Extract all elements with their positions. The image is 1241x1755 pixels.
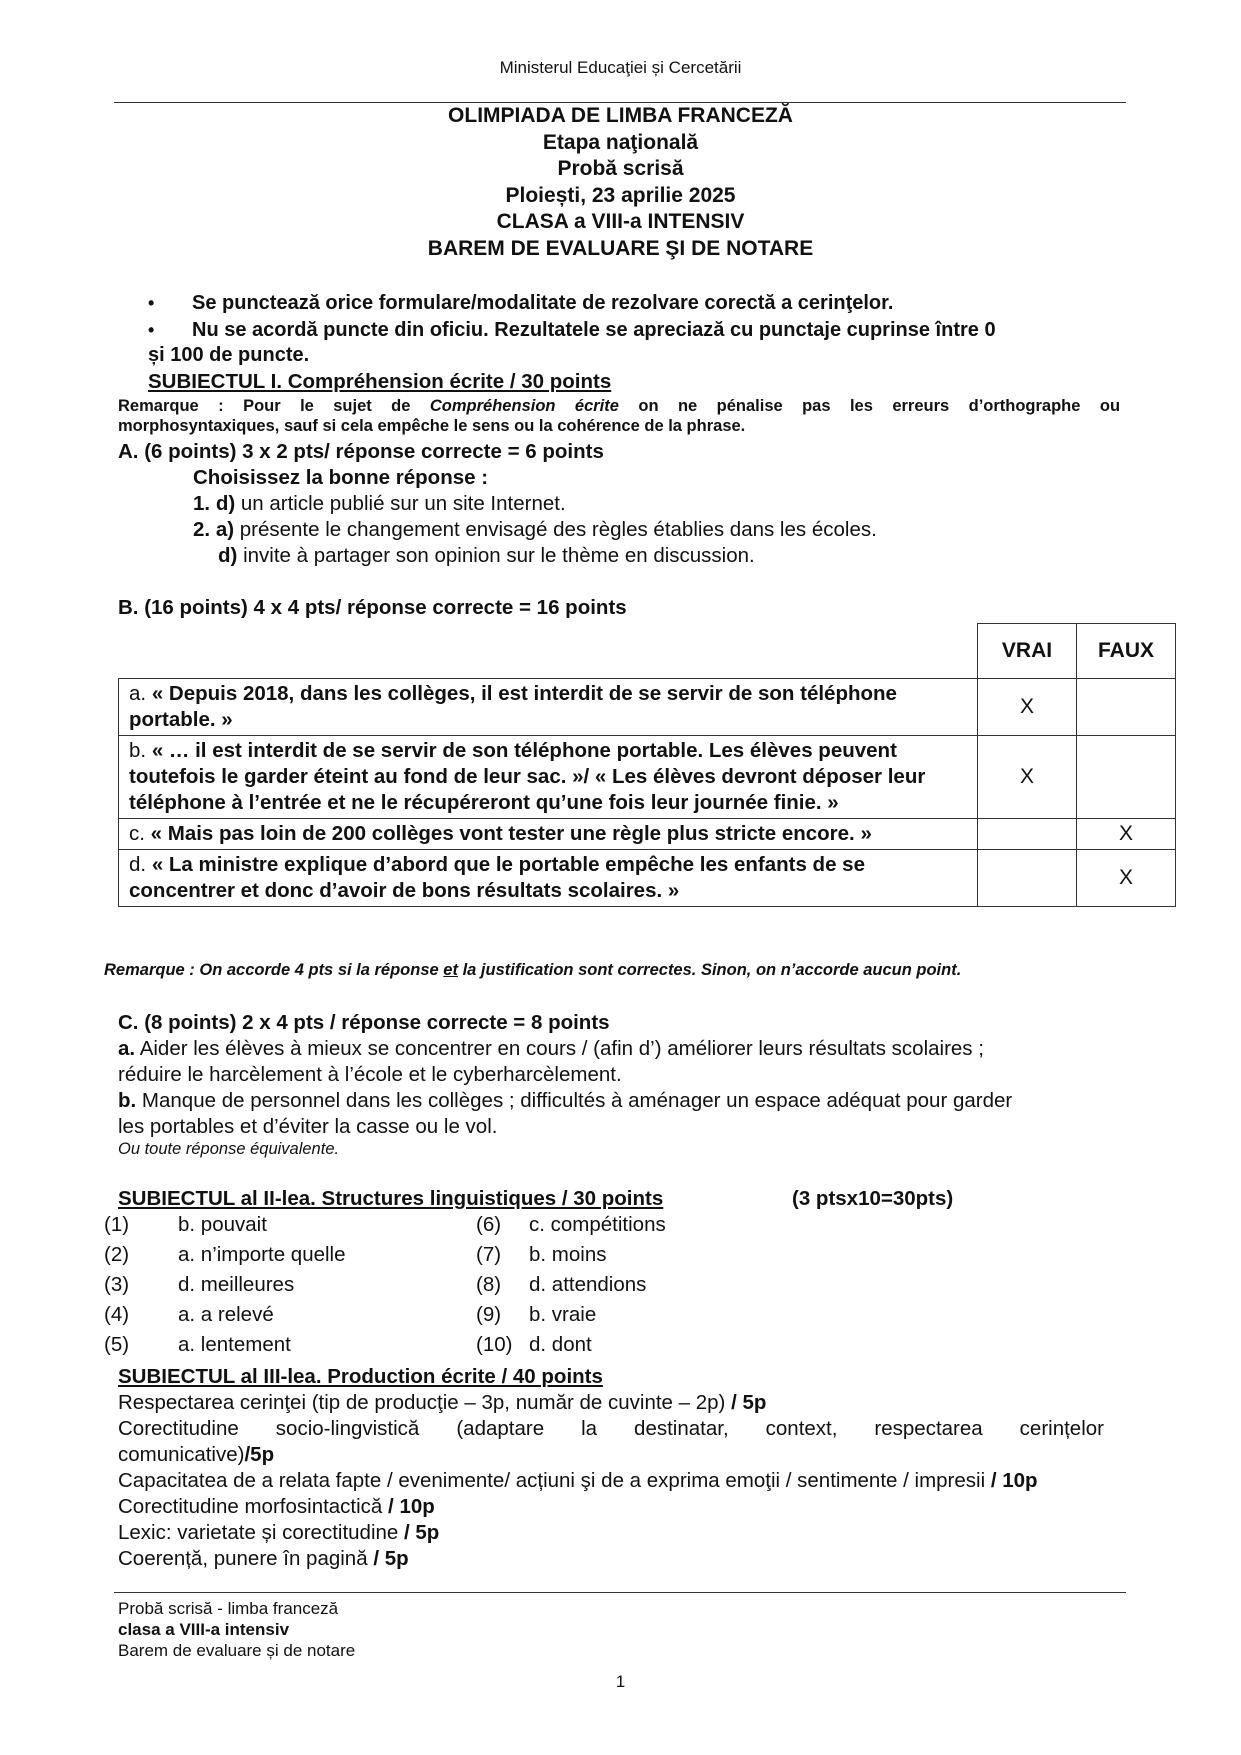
answer-number: (4) — [104, 1303, 130, 1326]
row-justification: « … il est interdit de se servir de son téléphone portable. Les élèves peuvent toutefois le garder éteint au fond de leur sac. »/ « Les élèves devront déposer leur téléphone à l’entrée et ne le récupéreront qu’une fois leur journée finie. » — [129, 739, 926, 814]
faux-cell — [1077, 736, 1176, 819]
answer-number: 1. — [193, 492, 211, 515]
footer-rule — [114, 1592, 1126, 1593]
partC-answer-b-cont: les portables et d’éviter la casse ou le vol. — [118, 1115, 498, 1138]
criterion-text: comunicative) — [118, 1443, 245, 1466]
criterion — [118, 1520, 439, 1546]
criterion — [118, 1546, 409, 1572]
row-justification: « Depuis 2018, dans les collèges, il est interdit de se servir de son téléphone portable. » — [129, 682, 897, 731]
answer-letter: d) — [218, 544, 238, 567]
subject1-title: SUBIECTUL I. Compréhension écrite / 30 points — [148, 370, 612, 393]
criterion — [118, 1390, 766, 1416]
answer-number: (10) — [476, 1333, 513, 1356]
footer-line: Probă scrisă - limba franceză — [118, 1599, 339, 1618]
answer-text: a. a relevé — [178, 1303, 274, 1326]
partA-instruction: Choisissez la bonne réponse : — [193, 466, 489, 489]
answer-text: invite à partager son opinion sur le thème en discussion. — [243, 544, 755, 567]
rule-text: Nu se acordă puncte din oficiu. Rezultatele se apreciază cu punctaje cuprinse între 0 — [192, 319, 996, 341]
rule-item — [148, 290, 1128, 317]
col-faux: FAUX — [1077, 624, 1176, 679]
equivalent-note: Ou toute réponse équivalente. — [118, 1140, 340, 1158]
row-justification: « La ministre explique d’abord que le portable empêche les enfants de se concentrer et donc d’avoir de bons résultats scolaires. » — [129, 853, 865, 902]
vrai-cell: X — [978, 679, 1077, 736]
general-rules — [148, 290, 1128, 344]
criterion — [118, 1494, 435, 1520]
footer-line: clasa a VIII-a intensiv — [118, 1620, 290, 1639]
faux-cell: X — [1077, 850, 1176, 907]
answer-letter: a. — [118, 1037, 136, 1060]
answer-text: b. pouvait — [178, 1213, 267, 1236]
remark-text: Remarque : On accorde 4 pts si la réponse — [104, 961, 439, 979]
row-letter: b. — [129, 739, 147, 762]
table-row — [119, 736, 1176, 819]
subject2-scoring: (3 ptsx10=30pts) — [792, 1187, 954, 1210]
criterion-text: Coerență, punere în pagină — [118, 1547, 368, 1570]
answer-number: (3) — [104, 1273, 130, 1296]
answer-number: (1) — [104, 1213, 130, 1236]
answer-number: 2. — [193, 518, 211, 541]
col-vrai: VRAI — [978, 624, 1077, 679]
criterion-points: /5p — [244, 1443, 275, 1466]
partA-answer — [218, 543, 755, 569]
answer-text: a. lentement — [178, 1333, 291, 1356]
criterion-points: / 5p — [731, 1391, 767, 1414]
row-justification: « Mais pas loin de 200 collèges vont tester une règle plus stricte encore. » — [150, 822, 872, 845]
title-line: BAREM DE EVALUARE ŞI DE NOTARE — [427, 236, 814, 260]
answer-letter: d) — [215, 492, 236, 515]
answer-number: (7) — [476, 1243, 502, 1266]
table-row — [119, 819, 1176, 850]
answer-number: (5) — [104, 1333, 130, 1356]
partC-heading: C. (8 points) 2 x 4 pts / réponse correcte = 8 points — [118, 1011, 610, 1034]
answer-letter: a) — [215, 518, 235, 541]
criterion: Corectitudine socio-lingvistică (adaptare la destinatar, context, respectarea cerințelor — [118, 1417, 1104, 1440]
partB-remark — [104, 961, 961, 980]
criterion-points: / 5p — [373, 1547, 409, 1570]
answer-number: (6) — [476, 1213, 502, 1236]
row-letter: d. — [129, 853, 147, 876]
criterion-points: / 5p — [404, 1521, 440, 1544]
criterion-text: Respectarea cerinţei (tip de producţie – 3p, număr de cuvinte – 2p) — [118, 1391, 726, 1414]
footer-line: Barem de evaluare și de notare — [118, 1641, 356, 1660]
criterion-text: Capacitatea de a relata fapte / evenimente/ acțiuni şi de a exprima emoţii / sentimente / impresii — [118, 1469, 986, 1492]
answer-text: d. meilleures — [178, 1273, 295, 1296]
subject2-title: SUBIECTUL al II-lea. Structures linguistiques / 30 points — [118, 1187, 664, 1210]
answer-text: c. compétitions — [529, 1213, 666, 1236]
title-line: Probă scrisă — [557, 157, 684, 180]
partC-answer-b — [118, 1088, 1012, 1114]
answer-text: présente le changement envisagé des règles établies dans les écoles. — [239, 518, 877, 541]
answer-text: b. moins — [529, 1243, 607, 1266]
answer-text: Manque de personnel dans les collèges ; difficultés à aménager un espace adéquat pour garder — [141, 1089, 1013, 1112]
criterion-text: Corectitudine morfosintactică — [118, 1495, 383, 1518]
partC-answer-a-cont: réduire le harcèlement à l’école et le cyberharcèlement. — [118, 1063, 622, 1086]
answer-text: d. dont — [529, 1333, 592, 1356]
exam-title-block — [0, 103, 1241, 262]
rule-continuation: și 100 de puncte. — [148, 344, 310, 366]
page-number: 1 — [615, 1672, 626, 1691]
remark-text: la justification sont correctes. Sinon, on n’accorde aucun point. — [462, 961, 962, 979]
subject1-remark — [118, 396, 1120, 416]
criterion-text: Lexic: varietate și corectitudine — [118, 1521, 399, 1544]
subject1-remark-line2: morphosyntaxiques, sauf si cela empêche le sens ou la cohérence de la phrase. — [118, 417, 746, 435]
title-line: OLIMPIADA DE LIMBA FRANCEZĂ — [448, 104, 793, 127]
title-line: CLASA a VIII-a INTENSIV — [496, 210, 745, 233]
criterion-points: / 10p — [990, 1469, 1038, 1492]
answer-text: Aider les élèves à mieux se concentrer en cours / (afin d’) améliorer leurs résultats scolaires ; — [139, 1037, 984, 1060]
table-row — [119, 679, 1176, 736]
title-line: Etapa naţională — [542, 130, 699, 154]
rule-item — [148, 317, 1128, 344]
partA-answer — [193, 517, 877, 543]
rule-text: Se punctează orice formulare/modalitate de rezolvare corectă a cerinţelor. — [192, 292, 894, 314]
remark-label: Remarque : — [118, 397, 224, 415]
title-line: Ploiești, 23 aprilie 2025 — [505, 183, 736, 207]
criterion-points: / 10p — [388, 1495, 435, 1518]
row-letter: a. — [129, 682, 147, 705]
remark-text: on ne pénalise pas les erreurs d’orthographe ou — [638, 397, 1121, 415]
partA-heading: A. (6 points) 3 x 2 pts/ réponse correcte = 6 points — [118, 440, 604, 463]
partA-answer — [193, 491, 566, 517]
answer-number: (8) — [476, 1273, 502, 1296]
answer-text: un article publié sur un site Internet. — [240, 492, 566, 515]
answer-number: (2) — [104, 1243, 130, 1266]
answer-letter: b. — [118, 1089, 137, 1112]
answer-number: (9) — [476, 1303, 502, 1326]
faux-cell: X — [1077, 819, 1176, 850]
answer-text: d. attendions — [529, 1273, 647, 1296]
partB-heading: B. (16 points) 4 x 4 pts/ réponse correcte = 16 points — [118, 596, 627, 619]
vrai-cell — [978, 819, 1077, 850]
vrai-cell: X — [978, 736, 1077, 819]
ministry-name: Ministerul Educaţiei și Cercetării — [499, 58, 742, 77]
remark-emphasis: Compréhension écrite — [429, 397, 619, 415]
criterion — [118, 1468, 1038, 1494]
faux-cell — [1077, 679, 1176, 736]
answer-text: b. vraie — [529, 1303, 597, 1326]
footer — [118, 1598, 355, 1661]
partC-answer-a — [118, 1036, 984, 1062]
row-letter: c. — [129, 822, 145, 845]
vrai-cell — [978, 850, 1077, 907]
remark-text: Pour le sujet de — [243, 397, 411, 415]
table-row — [119, 850, 1176, 907]
answer-text: a. n’importe quelle — [178, 1243, 346, 1266]
subject3-title: SUBIECTUL al III-lea. Production écrite / 40 points — [118, 1365, 603, 1388]
remark-emphasis: et — [443, 961, 458, 979]
true-false-table — [118, 623, 1176, 907]
criterion-cont — [118, 1442, 274, 1468]
